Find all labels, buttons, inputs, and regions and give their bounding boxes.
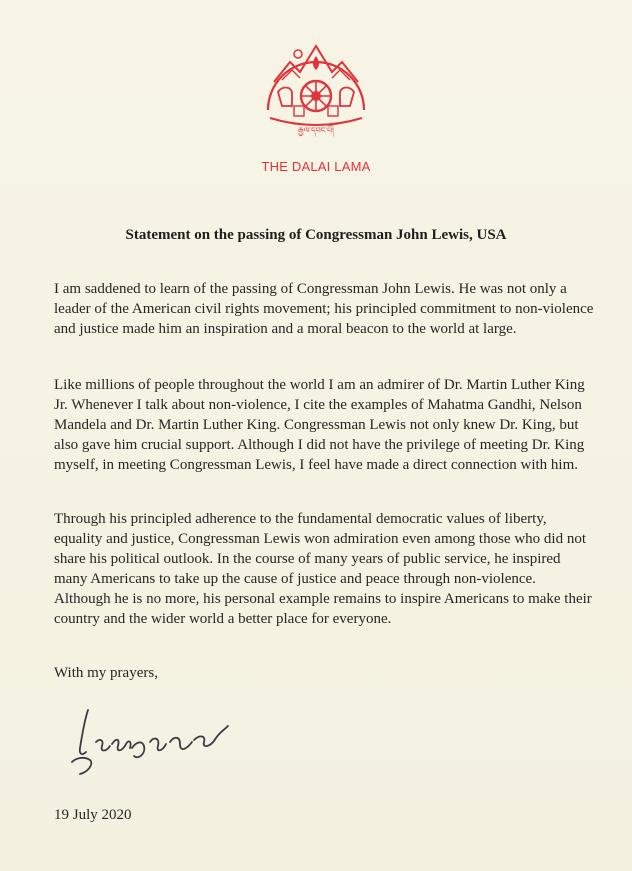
org-name: THE DALAI LAMA <box>261 159 371 174</box>
handwritten-signature-icon <box>66 702 246 782</box>
paragraph-2: Like millions of people throughout the world I am an admirer of Dr. Martin Luther King Jr. Whenever I talk about non-violence, I cite the examples of Mahatma Gandhi, Nelson Mandela and Dr. Martin Luther King. Congressman Lewis not only knew Dr. King, but also gave him crucial support. Although I did not have the privilege of meeting Dr. King myself, in meeting Congressman Lewis, I feel have made a direct connection with him. <box>54 377 585 473</box>
paragraph-1: I am saddened to learn of the passing of Congressman John Lewis. He was not only a leader of the American civil rights movement; his principled commitment to non-violence and justice made him an inspiration and a moral beacon to the world at large. <box>54 281 594 337</box>
seal-inscription: རྒྱལ་དབང་པོ། <box>298 126 334 135</box>
statement-title: Statement on the passing of Congressman John Lewis, USA <box>125 227 507 243</box>
dalai-lama-seal-icon <box>260 32 372 144</box>
closing-line: With my prayers, <box>54 665 158 681</box>
statement-date: 19 July 2020 <box>54 807 132 823</box>
paragraph-3: Through his principled adherence to the fundamental democratic values of liberty, equality and justice, Congressman Lewis won admiration even among those who did not share his political outlook. In the course of many years of public service, he inspired many Americans to take up the cause of justice and peace through non-violence. Although he is no more, his personal example remains to inspire Americans to make their country and the wider world a better place for everyone. <box>54 511 592 627</box>
